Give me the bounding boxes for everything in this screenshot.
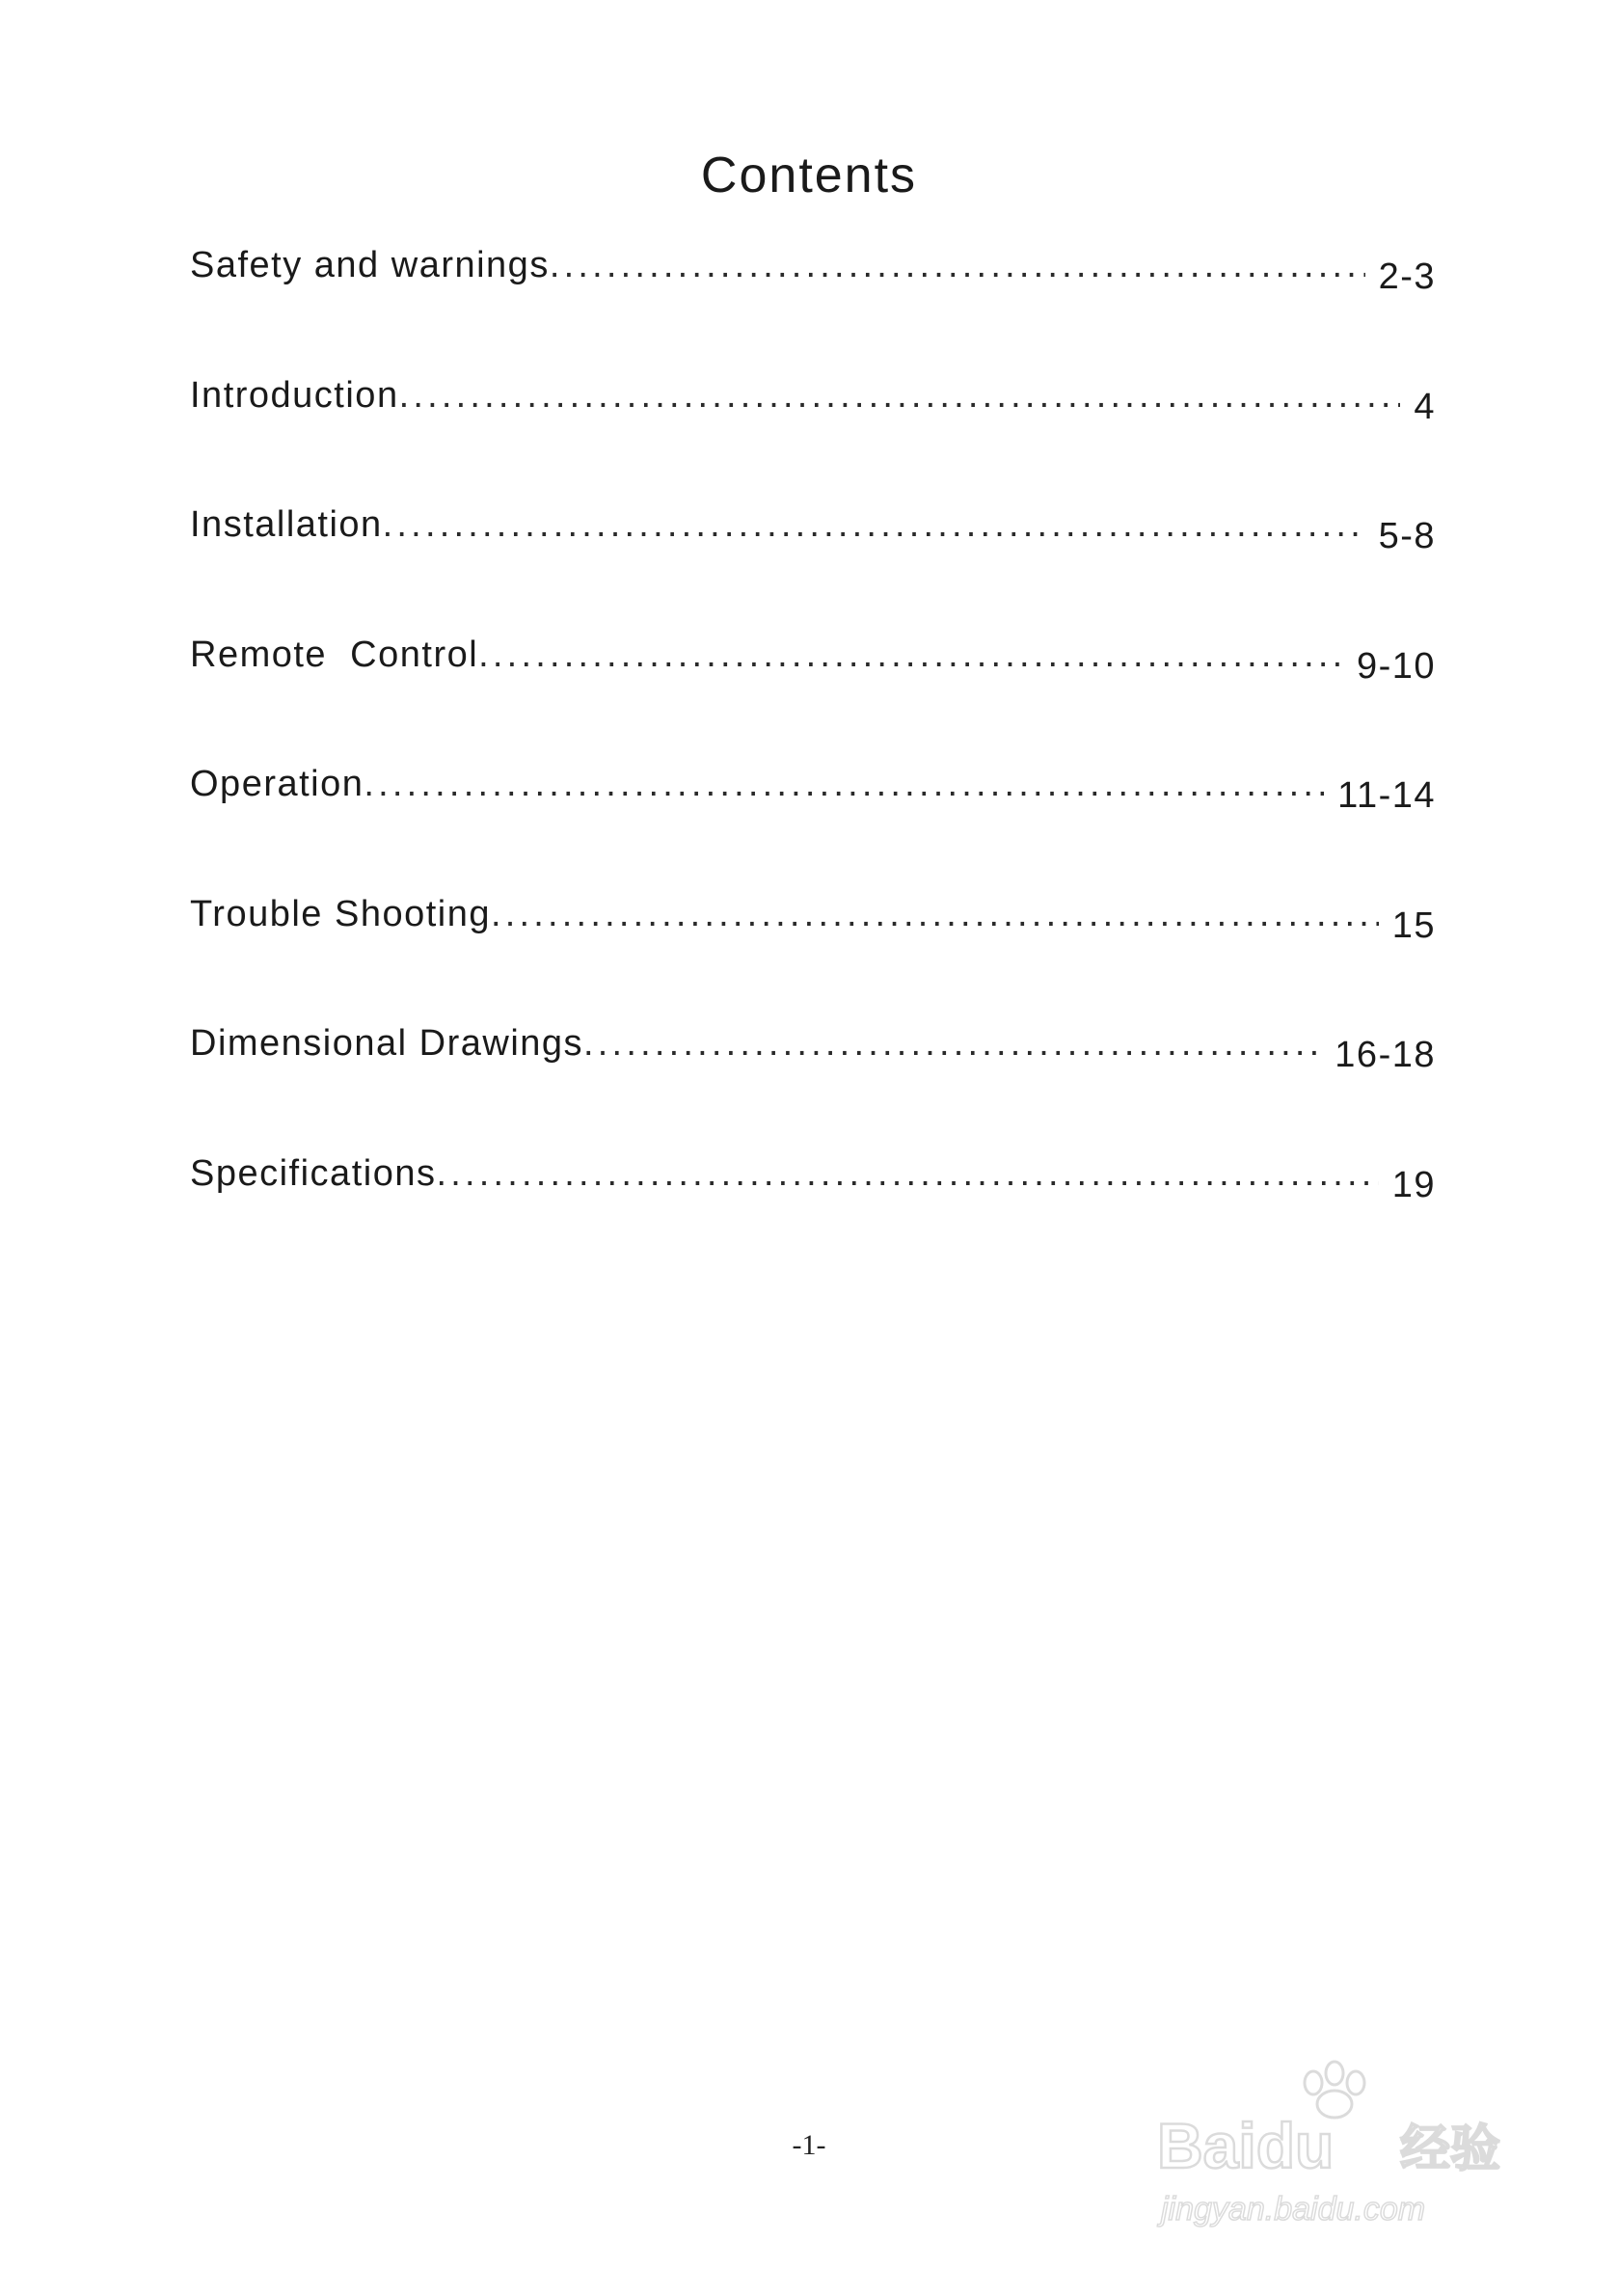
toc-label: Operation	[190, 764, 364, 804]
toc-page-ref: 4	[1414, 386, 1436, 427]
toc-entry-introduction	[190, 369, 1436, 500]
page-number: -1-	[792, 2129, 826, 2161]
toc-entry-installation	[190, 499, 1436, 629]
toc-page-ref: 2-3	[1378, 257, 1436, 297]
toc-leader-dots	[364, 758, 1324, 805]
toc-leader-dots	[550, 239, 1365, 286]
watermark-brand: Baidu	[1157, 2110, 1335, 2181]
toc-leader-dots	[383, 499, 1365, 546]
toc-entry-specifications	[190, 1148, 1436, 1278]
toc-leader-dots	[399, 369, 1401, 417]
toc-entry-dimensional-drawings	[190, 1017, 1436, 1148]
toc-leader-dots	[491, 888, 1379, 935]
toc-label: Dimensional Drawings	[190, 1023, 584, 1064]
toc-label: Introduction	[190, 374, 399, 416]
toc-entry-trouble-shooting	[190, 888, 1436, 1018]
toc-leader-dots	[583, 1017, 1321, 1065]
baidu-jingyan-watermark	[1147, 2044, 1533, 2237]
toc-label: Safety and warnings	[190, 245, 550, 285]
toc-label: Remote Control	[190, 634, 479, 675]
toc-page-ref: 9-10	[1356, 645, 1436, 687]
toc-page-ref: 19	[1391, 1164, 1436, 1205]
page-title: Contents	[700, 148, 918, 203]
toc-page-ref: 5-8	[1378, 516, 1436, 556]
watermark-brand-cn: 经验	[1400, 2120, 1501, 2178]
toc-label: Installation	[190, 504, 383, 545]
toc-page-ref: 16-18	[1335, 1035, 1436, 1075]
table-of-contents	[190, 239, 1436, 1277]
toc-entry-operation	[190, 758, 1436, 888]
toc-leader-dots	[478, 629, 1343, 676]
toc-label: Trouble Shooting	[190, 893, 492, 934]
watermark-url: jingyan.baidu.com	[1161, 2191, 1426, 2228]
toc-entry-safety	[190, 239, 1436, 369]
toc-leader-dots	[436, 1148, 1378, 1195]
toc-entry-remote-control	[190, 629, 1436, 759]
toc-page-ref: 15	[1391, 905, 1436, 946]
toc-page-ref: 11-14	[1337, 775, 1436, 816]
toc-label: Specifications	[190, 1152, 437, 1194]
